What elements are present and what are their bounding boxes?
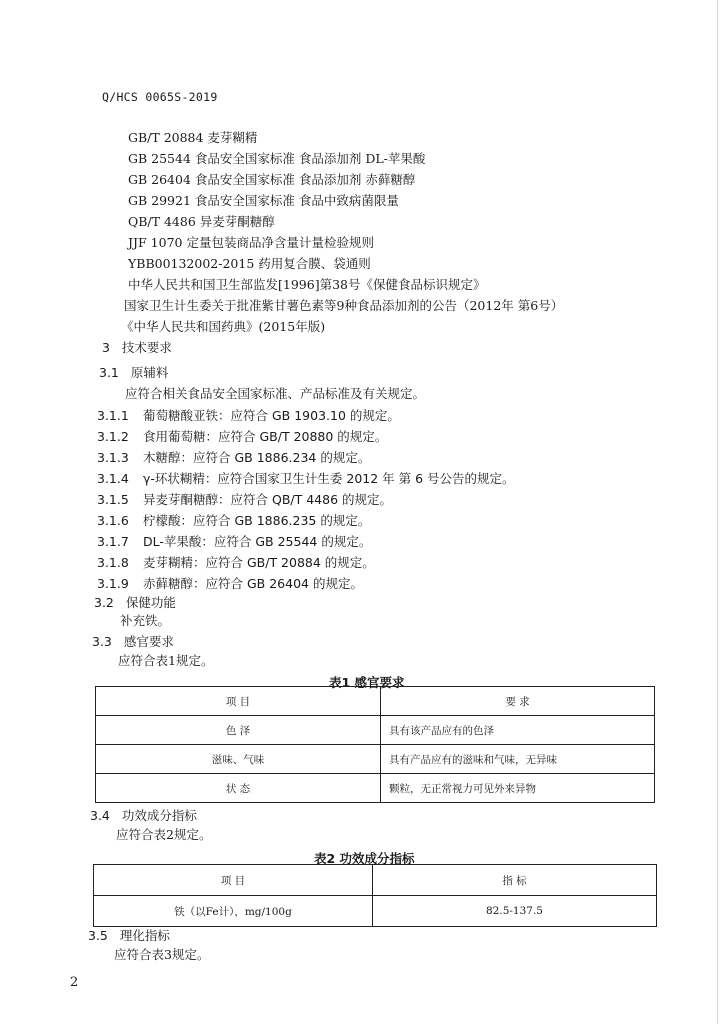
- subsection-number: 3.4: [90, 808, 110, 823]
- subsection-number: 3.5: [88, 928, 108, 943]
- table-cell: 滋味、气味: [96, 745, 381, 774]
- reference-line: JJF 1070 定量包装商品净含量计量检验规则: [128, 235, 374, 250]
- clause: [97, 427, 387, 445]
- clause-number: 3.1.3: [97, 450, 129, 465]
- table-caption: 表1 感官要求: [329, 675, 405, 690]
- clause-text: 赤藓糖醇：应符合 GB 26404 的规定。: [143, 576, 363, 591]
- clause: [97, 511, 370, 529]
- section-number: 3: [102, 340, 110, 355]
- table-cell: 具有该产品应有的色泽: [381, 716, 655, 745]
- subsection-number: 3.1: [99, 365, 119, 380]
- table-cell: 铁（以Fe计），mg/100g: [94, 896, 373, 927]
- clause-text: 麦芽糊精：应符合 GB/T 20884 的规定。: [143, 555, 375, 570]
- reference-line: 国家卫生计生委关于批准紫甘薯色素等9种食品添加剂的公告（2012年 第6号）: [124, 298, 564, 313]
- subsection-heading: [90, 806, 197, 824]
- section-heading: [102, 338, 172, 356]
- clause: [97, 532, 371, 550]
- paragraph: 应符合表3规定。: [114, 947, 210, 962]
- section-title: 技术要求: [121, 340, 172, 355]
- reference-line: YBB00132002-2015 药用复合膜、袋通则: [128, 256, 371, 271]
- table-cell: 状 态: [96, 774, 381, 803]
- paragraph: 补充铁。: [120, 613, 171, 628]
- reference-line: GB 26404 食品安全国家标准 食品添加剂 赤藓糖醇: [128, 172, 416, 187]
- clause-number: 3.1.4: [97, 471, 129, 486]
- table-cell: 颗粒，无正常视力可见外来异物: [381, 774, 655, 803]
- subsection-title: 功效成分指标: [121, 808, 197, 823]
- clause-text: 葡萄糖酸亚铁：应符合 GB 1903.10 的规定。: [143, 408, 400, 423]
- table-row: [96, 716, 655, 745]
- clause-text: DL-苹果酸：应符合 GB 25544 的规定。: [143, 534, 372, 549]
- subsection-heading: [94, 593, 176, 611]
- clause-number: 3.1.7: [97, 534, 129, 549]
- subsection-number: 3.3: [92, 634, 112, 649]
- clause-text: γ-环状糊精：应符合国家卫生计生委 2012 年 第 6 号公告的规定。: [143, 471, 515, 486]
- table-caption: 表2 功效成分指标: [314, 851, 415, 866]
- subsection-title: 感官要求: [123, 634, 174, 649]
- table-cell: 具有产品应有的滋味和气味，无异味: [381, 745, 655, 774]
- clause-text: 食用葡萄糖：应符合 GB/T 20880 的规定。: [143, 429, 388, 444]
- subsection-title: 保健功能: [125, 595, 176, 610]
- clause: [97, 448, 370, 466]
- reference-line: QB/T 4486 异麦芽酮糖醇: [128, 214, 275, 229]
- clause-number: 3.1.2: [97, 429, 129, 444]
- subsection-heading: [88, 926, 170, 944]
- reference-line: GB 25544 食品安全国家标准 食品添加剂 DL-苹果酸: [128, 151, 426, 166]
- table-header-cell: 指 标: [373, 865, 657, 896]
- subsection-title: 原辅料: [130, 365, 169, 380]
- clause: [97, 490, 392, 508]
- subsection-number: 3.2: [94, 595, 114, 610]
- clause-number: 3.1.6: [97, 513, 129, 528]
- subsection-heading: [92, 632, 174, 650]
- clause-number: 3.1.8: [97, 555, 129, 570]
- paragraph: 应符合表2规定。: [116, 827, 212, 842]
- clause-number: 3.1.9: [97, 576, 129, 591]
- clause-text: 木糖醇：应符合 GB 1886.234 的规定。: [143, 450, 371, 465]
- subsection-title: 理化指标: [119, 928, 170, 943]
- table-cell: 色 泽: [96, 716, 381, 745]
- page-number: 2: [70, 975, 79, 990]
- table-cell: 82.5-137.5: [373, 896, 657, 927]
- table-header-cell: 项 目: [94, 865, 373, 896]
- table-header-cell: 要 求: [381, 687, 655, 716]
- reference-line: GB/T 20884 麦芽糊精: [128, 130, 258, 145]
- clause: [97, 553, 375, 571]
- scan-edge-line: [717, 0, 718, 1024]
- clause: [97, 469, 515, 487]
- clause-text: 柠檬酸：应符合 GB 1886.235 的规定。: [143, 513, 371, 528]
- functional-components-table: [93, 864, 657, 927]
- table-header-cell: 项 目: [96, 687, 381, 716]
- table-header-row: [96, 687, 655, 716]
- table-row: [96, 745, 655, 774]
- clause-number: 3.1.5: [97, 492, 129, 507]
- table-row: [94, 896, 657, 927]
- clause: [97, 574, 363, 592]
- subsection-heading: [99, 363, 168, 381]
- clause-text: 异麦芽酮糖醇：应符合 QB/T 4486 的规定。: [143, 492, 392, 507]
- reference-line: 中华人民共和国卫生部监发[1996]第38号《保健食品标识规定》: [128, 277, 486, 292]
- clause: [97, 406, 400, 424]
- table-header-row: [94, 865, 657, 896]
- paragraph: 应符合相关食品安全国家标准、产品标准及有关规定。: [125, 386, 426, 401]
- paragraph: 应符合表1规定。: [118, 653, 214, 668]
- document-code: Q/HCS 0065S-2019: [102, 90, 218, 104]
- clause-number: 3.1.1: [97, 408, 129, 423]
- table-row: [96, 774, 655, 803]
- reference-line: GB 29921 食品安全国家标准 食品中致病菌限量: [128, 193, 399, 208]
- reference-line: 《中华人民共和国药典》(2015年版): [121, 319, 326, 334]
- sensory-requirements-table: [95, 686, 655, 803]
